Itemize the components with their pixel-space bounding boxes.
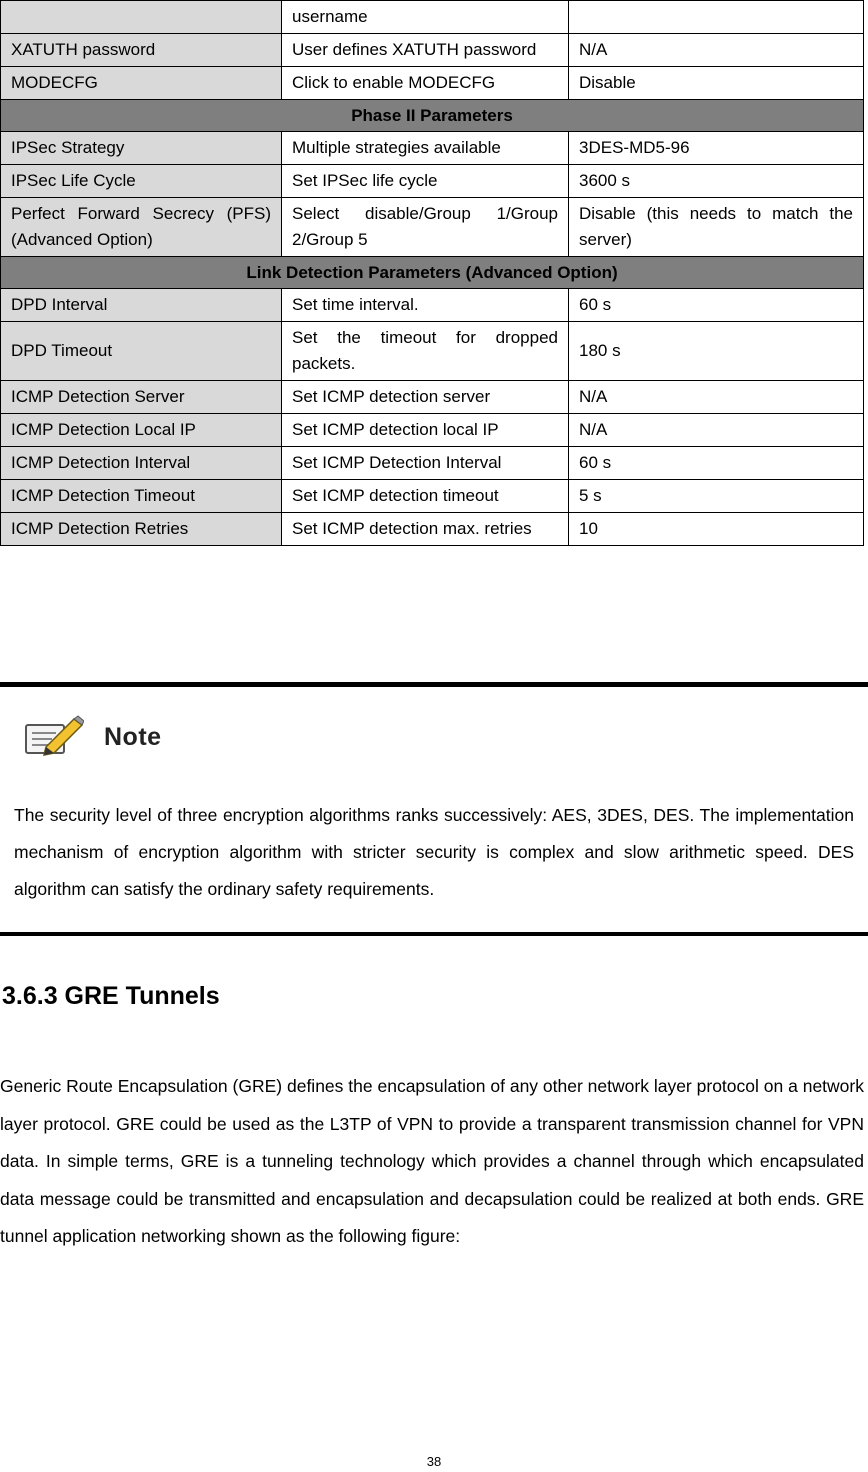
table-row xyxy=(1,414,864,447)
table-section-header-row xyxy=(1,100,864,132)
parameter-default-cell: 3DES-MD5-96 xyxy=(569,132,864,165)
parameter-description-cell: Set ICMP detection server xyxy=(282,381,569,414)
parameter-default-cell: Disable (this needs to match the server) xyxy=(569,198,864,257)
parameter-description-cell: Multiple strategies available xyxy=(282,132,569,165)
parameter-default-cell: N/A xyxy=(569,414,864,447)
table-section-header-row xyxy=(1,257,864,289)
parameter-default-cell: 5 s xyxy=(569,480,864,513)
parameter-name-cell: DPD Timeout xyxy=(1,322,282,381)
parameter-name-cell: IPSec Life Cycle xyxy=(1,165,282,198)
parameter-description-cell: Set ICMP detection local IP xyxy=(282,414,569,447)
parameter-default-cell: 180 s xyxy=(569,322,864,381)
parameter-name-cell: Perfect Forward Secrecy (PFS) (Advanced Option) xyxy=(1,198,282,257)
parameter-description-cell: Click to enable MODECFG xyxy=(282,67,569,100)
parameter-name-cell: ICMP Detection Timeout xyxy=(1,480,282,513)
parameter-description-cell: Select disable/Group 1/Group 2/Group 5 xyxy=(282,198,569,257)
parameter-default-cell: 3600 s xyxy=(569,165,864,198)
parameter-name-cell xyxy=(1,1,282,34)
table-row xyxy=(1,165,864,198)
table-section-header: Phase II Parameters xyxy=(1,100,864,132)
table-row xyxy=(1,480,864,513)
parameter-name-cell: XATUTH password xyxy=(1,34,282,67)
table-section-header: Link Detection Parameters (Advanced Option) xyxy=(1,257,864,289)
parameter-description-cell: Set IPSec life cycle xyxy=(282,165,569,198)
note-label: Note xyxy=(104,723,162,751)
table-row xyxy=(1,513,864,546)
parameter-name-cell: ICMP Detection Server xyxy=(1,381,282,414)
parameter-default-cell: N/A xyxy=(569,34,864,67)
page-number: 38 xyxy=(426,1454,442,1469)
table-row xyxy=(1,322,864,381)
parameter-description-cell: User defines XATUTH password xyxy=(282,34,569,67)
table-row xyxy=(1,34,864,67)
parameter-default-cell: 60 s xyxy=(569,447,864,480)
parameter-default-cell xyxy=(569,1,864,34)
table-row xyxy=(1,198,864,257)
table-row xyxy=(1,67,864,100)
parameter-table xyxy=(0,0,864,546)
parameter-default-cell: Disable xyxy=(569,67,864,100)
parameter-description-cell: username xyxy=(282,1,569,34)
parameter-default-cell: N/A xyxy=(569,381,864,414)
parameter-description-cell: Set ICMP detection max. retries xyxy=(282,513,569,546)
section-heading: 3.6.3 GRE Tunnels xyxy=(2,982,220,1010)
parameter-description-cell: Set ICMP detection timeout xyxy=(282,480,569,513)
parameter-description-cell: Set time interval. xyxy=(282,289,569,322)
note-pencil-icon xyxy=(22,715,84,757)
parameter-description-cell: Set the timeout for dropped packets. xyxy=(282,322,569,381)
table-row xyxy=(1,447,864,480)
parameter-name-cell: MODECFG xyxy=(1,67,282,100)
note-text: The security level of three encryption algorithms ranks successively: AES, 3DES, DES. The implementation mechanism of encryption algorithm with stricter security is complex and slow arithmetic speed. DES algorithm can satisfy the ordinary safety requirements. xyxy=(14,805,854,899)
parameter-description-cell: Set ICMP Detection Interval xyxy=(282,447,569,480)
table-row xyxy=(1,381,864,414)
parameter-name-cell: ICMP Detection Interval xyxy=(1,447,282,480)
parameter-table-body xyxy=(1,1,864,546)
table-row xyxy=(1,1,864,34)
table-row xyxy=(1,132,864,165)
note-box xyxy=(0,682,868,936)
parameter-name-cell: IPSec Strategy xyxy=(1,132,282,165)
parameter-name-cell: ICMP Detection Retries xyxy=(1,513,282,546)
section-body-paragraph: Generic Route Encapsulation (GRE) defines the encapsulation of any other network layer protocol on a network layer protocol. GRE could be used as the L3TP of VPN to provide a transparent transmission channel for VPN data. In simple terms, GRE is a tunneling technology which provides a channel through which encapsulated data message could be transmitted and encapsulation and decapsulation could be realized at both ends. GRE tunnel application networking shown as the following figure: xyxy=(0,1076,864,1246)
parameter-default-cell: 60 s xyxy=(569,289,864,322)
parameter-default-cell: 10 xyxy=(569,513,864,546)
parameter-name-cell: DPD Interval xyxy=(1,289,282,322)
parameter-name-cell: ICMP Detection Local IP xyxy=(1,414,282,447)
table-row xyxy=(1,289,864,322)
